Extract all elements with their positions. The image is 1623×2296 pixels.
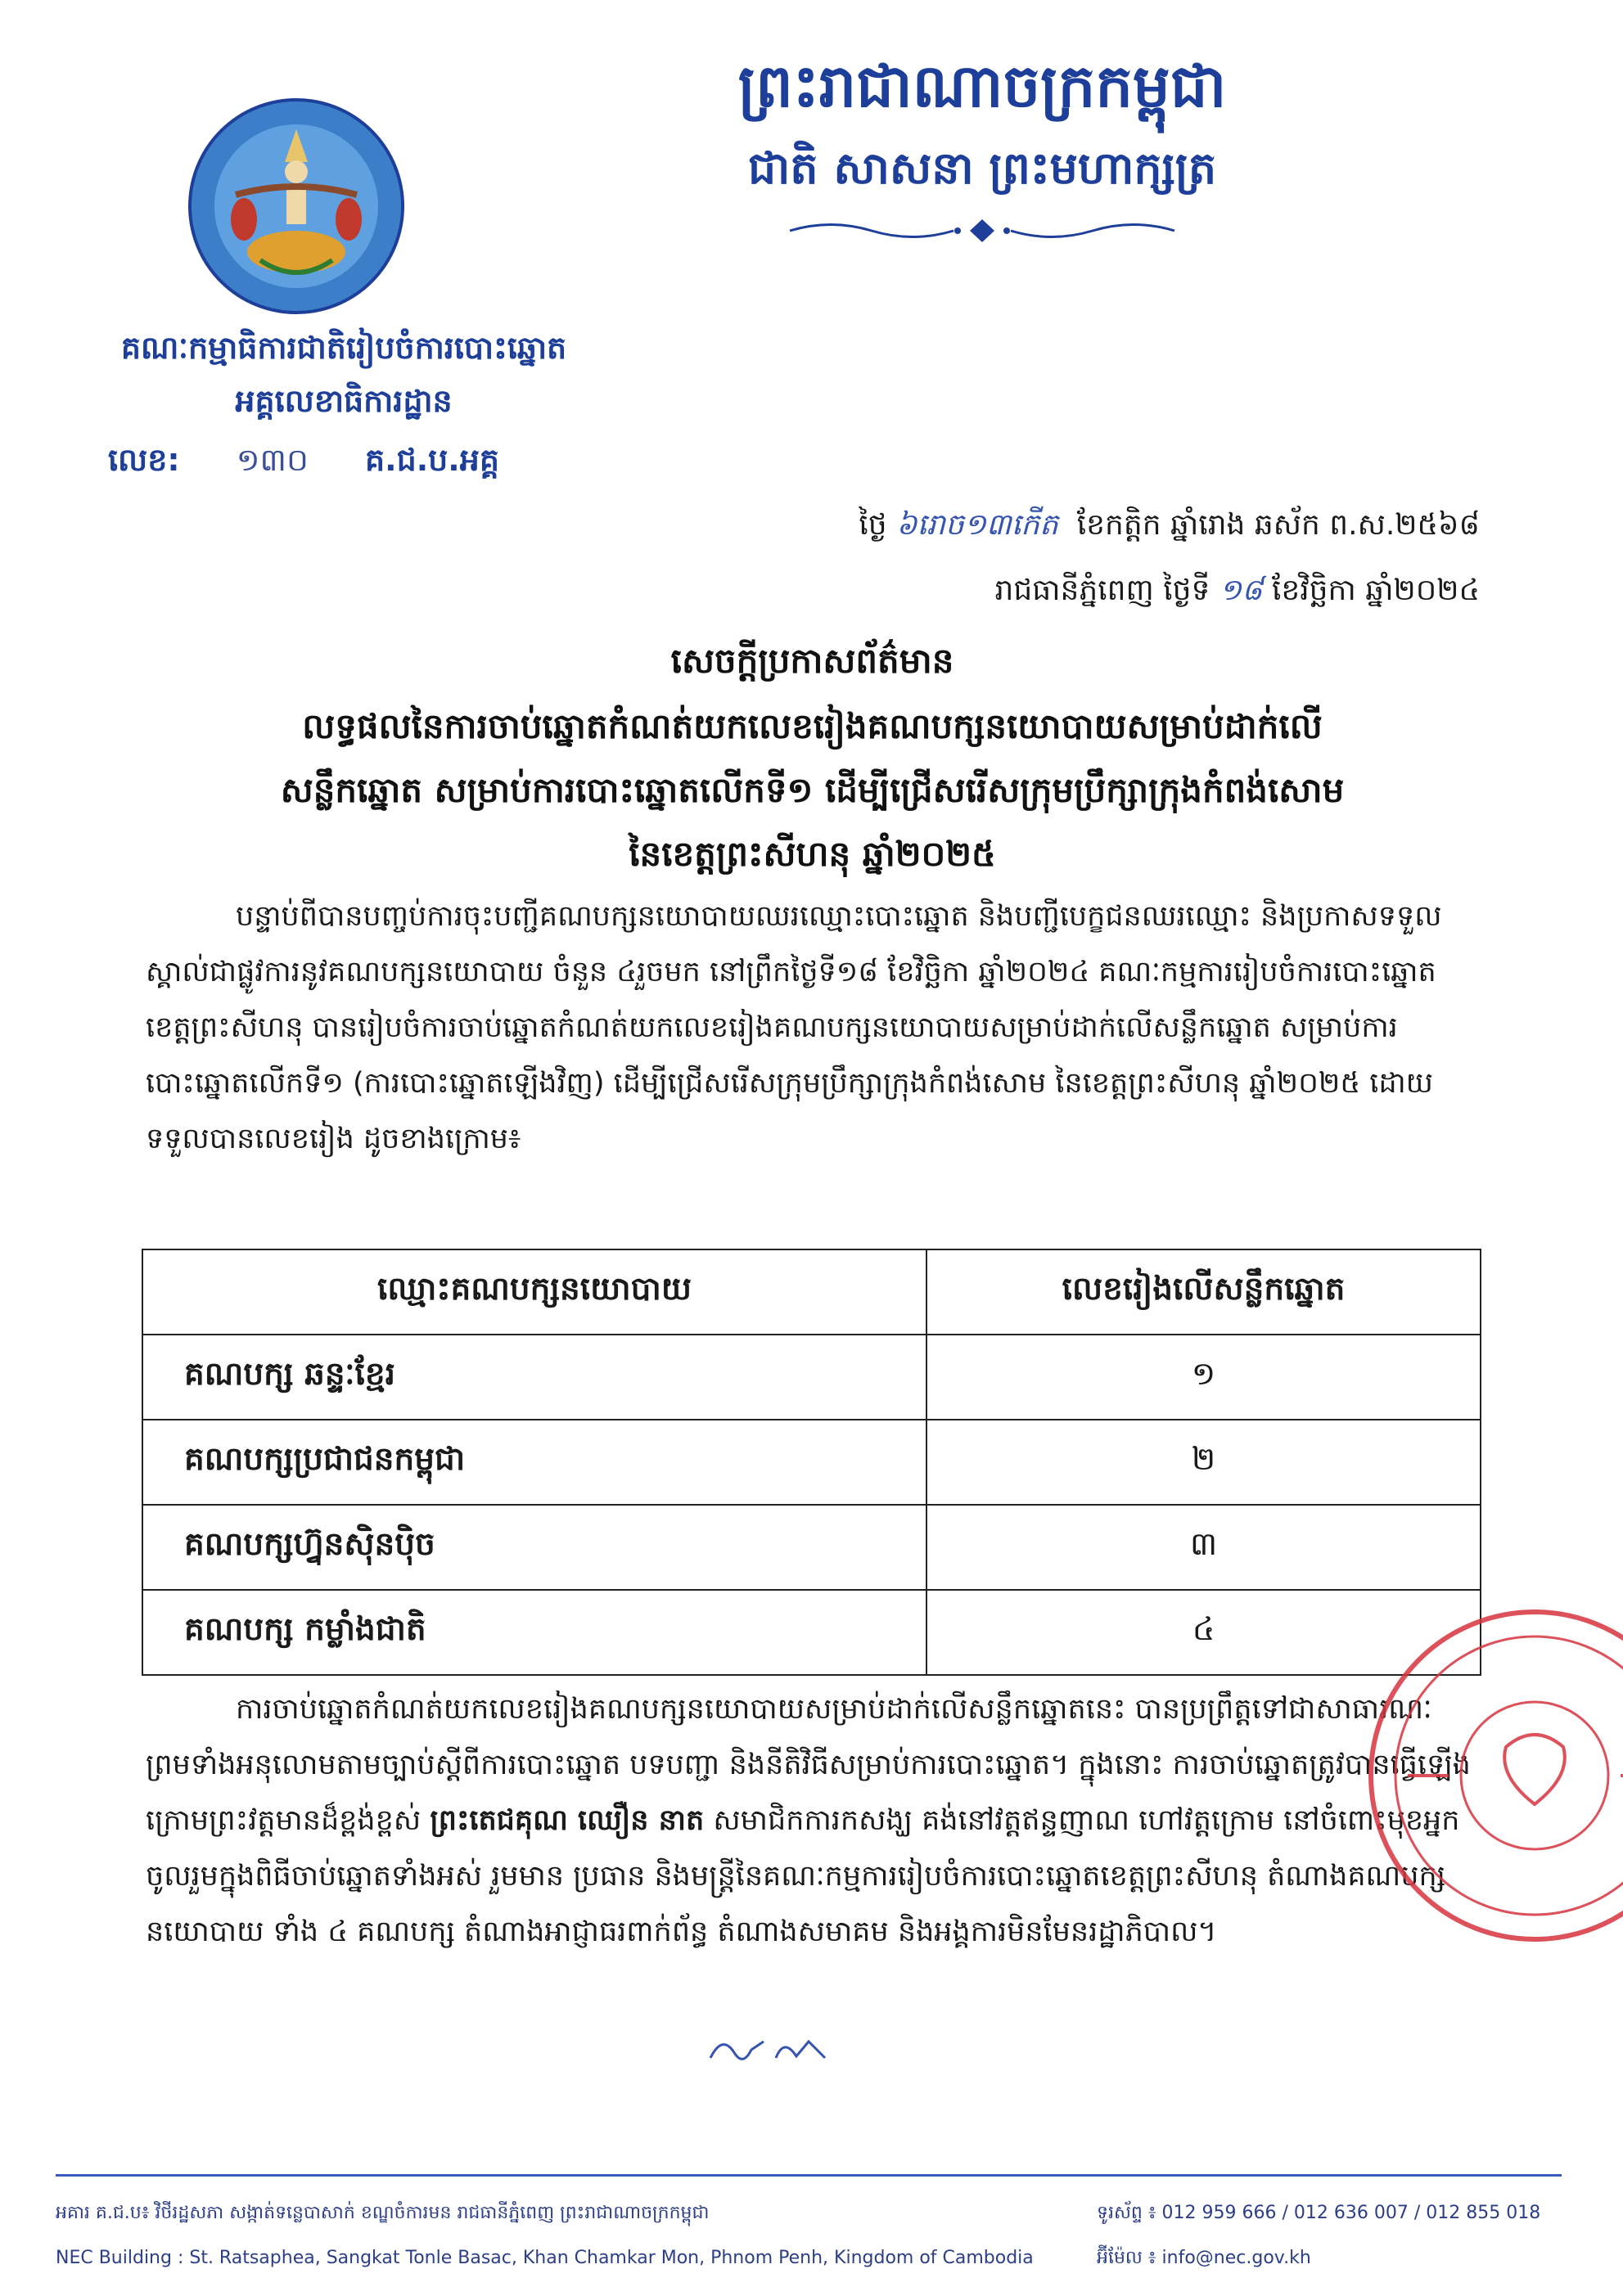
- header-ballot-number: លេខរៀងលើសន្លឹកឆ្នោត: [926, 1249, 1481, 1335]
- footer-divider: [56, 2174, 1562, 2177]
- closing-paragraph-text: [146, 1681, 1480, 1960]
- ref-number-value: ១៣០: [236, 442, 309, 478]
- ballot-number: ១: [926, 1335, 1481, 1420]
- table-header-row: [142, 1249, 1481, 1335]
- ref-suffix: គ.ជ.ប.អគ្គ: [365, 442, 499, 478]
- solar-date-handwritten: ១៨: [1219, 574, 1263, 607]
- national-motto: ជាតិ សាសនា ព្រះមហាក្សត្រ: [747, 142, 1217, 194]
- solar-date-prefix: រាជធានីភ្នំពេញ ថ្ងៃទី: [994, 574, 1210, 607]
- handwritten-initials: [702, 2025, 850, 2074]
- organization-department: អគ្គលេខាធិការដ្ឋាន: [235, 383, 453, 419]
- closing-text-part2: សមាជិកការកសង្ឃ គង់នៅវត្តឥន្ទញាណ ហៅវត្តក្រោម នៅចំពោះមុខអ្នកចូលរួមក្នុងពិធីចាប់ឆ្នោតទាំងអស់ រួមមាន ប្រធាន និងមន្ត្រីនៃគណៈកម្មការរៀបចំការបោះឆ្នោតខេត្តព្រះសីហនុ តំណាងគណបក្សនយោបាយ ទាំង ៤ គណបក្ស តំណាងអាជ្ញាធរពាក់ព័ន្ធ តំណាងសមាគម និងអង្គការមិនមែនរដ្ឋាភិបាល។: [146, 1804, 1460, 1948]
- party-name: គណបក្ស ឆន្ទៈខ្មែរ: [142, 1335, 926, 1420]
- intro-paragraph: [146, 889, 1480, 1167]
- kingdom-heading: ព្រះរាជាណាចក្រកម្ពុជា: [737, 51, 1227, 120]
- party-name: គណបក្សហ្វ៊ុនស៊ិនប៉ិច: [142, 1505, 926, 1590]
- announcement-subtitle-line1: លទ្ធផលនៃការចាប់ឆ្នោតកំណត់យកលេខរៀងគណបក្សនយោបាយសម្រាប់ដាក់លើ: [302, 706, 1323, 746]
- footer-address-english: NEC Building : St. Ratsaphea, Sangkat Tonle Basac, Khan Chamkar Mon, Phnom Penh, Kingdom of Cambodia: [56, 2248, 1034, 2268]
- announcement-title: សេចក្តីប្រកាសព័ត៌មាន: [670, 641, 954, 681]
- solar-date: [995, 565, 1480, 617]
- nec-logo-emblem: [187, 97, 406, 316]
- table-row: [142, 1335, 1481, 1420]
- party-number-table: [142, 1249, 1481, 1676]
- lunar-date-handwritten: ៦រោច១៣កើត: [896, 508, 1058, 542]
- table-row: [142, 1420, 1481, 1505]
- phone-numbers: 012 959 666 / 012 636 007 / 012 855 018: [1161, 2203, 1541, 2223]
- lunar-date-prefix: ថ្ងៃ: [859, 508, 887, 542]
- ref-label: លេខ:: [108, 442, 180, 478]
- official-red-stamp: [1359, 1600, 1623, 1952]
- intro-paragraph-text: បន្ទាប់ពីបានបញ្ចប់ការចុះបញ្ជីគណបក្សនយោបាយឈរឈ្មោះបោះឆ្នោត និងបញ្ជីបេក្ខជនឈរឈ្មោះ និងប្រកាសទទួលស្គាល់ជាផ្លូវការនូវគណបក្សនយោបាយ ចំនួន ៤រួចមក នៅព្រឹកថ្ងៃទី១៨ ខែវិច្ឆិកា ឆ្នាំ២០២៤ គណៈកម្មការរៀបចំការបោះឆ្នោតខេត្តព្រះសីហនុ បានរៀបចំការចាប់ឆ្នោតកំណត់យកលេខរៀងគណបក្សនយោបាយសម្រាប់ដាក់លើសន្លឹកឆ្នោត សម្រាប់ការបោះឆ្នោតលើកទី១ (ការបោះឆ្នោតឡើងវិញ) ដើម្បីជ្រើសរើសក្រុមប្រឹក្សាក្រុងកំពង់សោម នៃខេត្តព្រះសីហនុ ឆ្នាំ២០២៥ ដោយទទួលបានលេខរៀង ដូចខាងក្រោម៖: [146, 900, 1442, 1155]
- closing-text-part1: ការចាប់ឆ្នោតកំណត់យកលេខរៀងគណបក្សនយោបាយសម្រាប់ដាក់លើសន្លឹកឆ្នោតនេះ បានប្រព្រឹត្តទៅជាសាធារណៈ ព្រមទាំងអនុលោមតាមច្បាប់ស្តីពីការបោះឆ្នោត បទបញ្ជា និងនីតិវិធីសម្រាប់ការបោះឆ្នោត។ ក្នុងនោះ ការចាប់ឆ្នោតត្រូវបានធ្វើឡើងក្រោមព្រះវត្តមានដ៏ខ្ពង់ខ្ពស់: [146, 1693, 1471, 1837]
- party-name: គណបក្សប្រជាជនកម្ពុជា: [142, 1420, 926, 1505]
- footer-address-khmer: អគារ គ.ជ.ប៖ វិថីរដ្ឋសភា សង្កាត់ទន្លេបាសាក់ ខណ្ឌចំការមន រាជធានីភ្នំពេញ ព្រះរាជាណាចក្រកម្ពុជា: [56, 2203, 710, 2223]
- lunar-date-rest: ខែកត្តិក ឆ្នាំរោង ឆស័ក ព.ស.២៥៦៨: [1076, 508, 1480, 542]
- announcement-subtitle-line3: នៃខេត្តព្រះសីហនុ ឆ្នាំ២០២៥: [629, 834, 996, 874]
- lunar-date: [859, 499, 1480, 551]
- email-label: អ៊ីម៉ែល ៖: [1097, 2248, 1156, 2268]
- ornament-divider: [782, 214, 1183, 247]
- solar-date-rest: ខែវិច្ឆិកា ឆ្នាំ២០២៤: [1271, 574, 1480, 607]
- table-row: [142, 1505, 1481, 1590]
- header-party-name: ឈ្មោះគណបក្សនយោបាយ: [142, 1249, 926, 1335]
- reference-number: [108, 435, 499, 484]
- party-name: គណបក្ស កម្លាំងជាតិ: [142, 1590, 926, 1675]
- announcement-subtitle-line2: សន្លឹកឆ្នោត សម្រាប់ការបោះឆ្នោតលើកទី១ ដើម្បីជ្រើសរើសក្រុមប្រឹក្សាក្រុងកំពង់សោម: [280, 770, 1345, 810]
- footer-phone: [1097, 2197, 1540, 2230]
- email-address: info@nec.gov.kh: [1161, 2248, 1311, 2268]
- footer-email: [1097, 2242, 1311, 2275]
- table-row: [142, 1590, 1481, 1675]
- phone-label: ទូរស័ព្ទ ៖: [1097, 2203, 1156, 2223]
- ballot-number: ៣: [926, 1505, 1481, 1590]
- ballot-number: ៤: [926, 1590, 1481, 1675]
- monk-name: ព្រះតេជគុណ ឈឿន នាត: [430, 1804, 705, 1837]
- closing-paragraph: [146, 1681, 1480, 1960]
- ballot-number: ២: [926, 1420, 1481, 1505]
- organization-name: គណៈកម្មាធិការជាតិរៀបចំការបោះឆ្នោត: [120, 330, 567, 366]
